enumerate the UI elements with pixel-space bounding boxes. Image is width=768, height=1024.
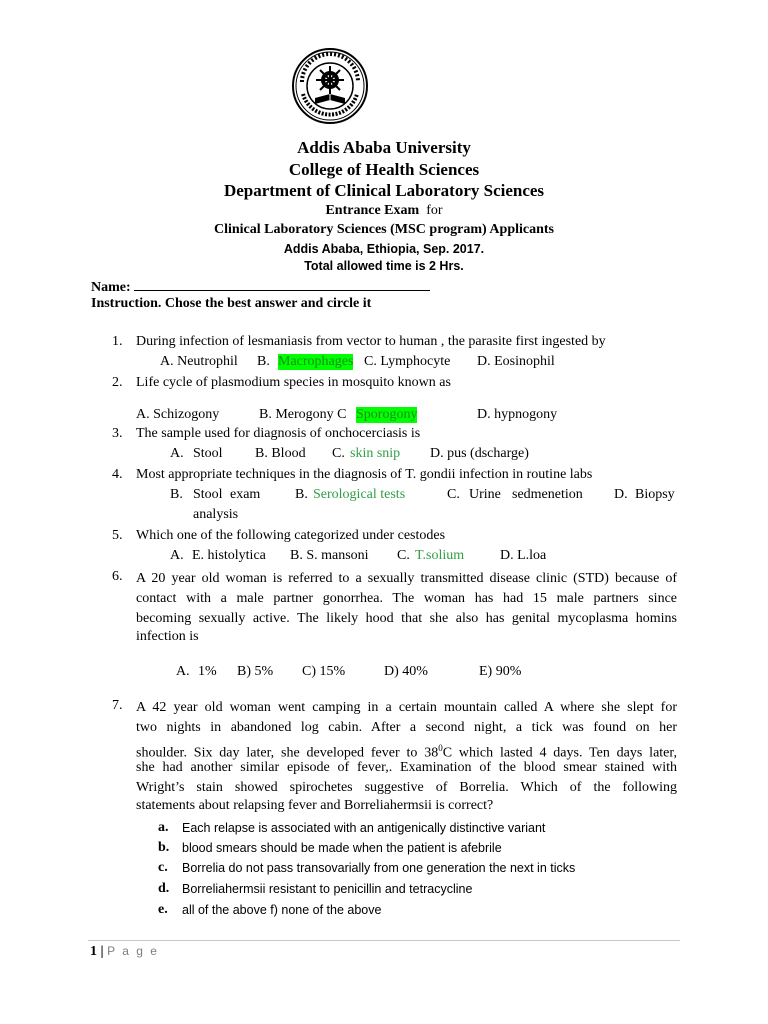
question-text-line: Wright’s stain showed spirochetes suggestive of Borrelia. Which of the following bbox=[136, 780, 677, 795]
option[interactable]: D. Eosinophil bbox=[477, 354, 555, 369]
option[interactable]: D. hypnogony bbox=[477, 407, 558, 422]
exam-title bbox=[0, 203, 768, 219]
option-highlighted-answer[interactable]: Sporogony bbox=[356, 407, 418, 422]
question-text: Life cycle of plasmodium species in mosquito known as bbox=[136, 375, 451, 390]
location-date: Addis Ababa, Ethiopia, Sep. 2017. bbox=[283, 242, 485, 256]
question-text-line: infection is bbox=[136, 629, 199, 644]
sub-option-letter: b. bbox=[158, 840, 170, 855]
option-answer[interactable]: skin snip bbox=[350, 446, 401, 461]
option[interactable]: C. bbox=[397, 548, 410, 563]
option[interactable]: Stool bbox=[193, 446, 223, 461]
sub-option-text: Borrelia do not pass transovarially from one generation the next in ticks bbox=[182, 861, 576, 875]
question-number: 7. bbox=[112, 698, 123, 713]
option[interactable]: 1% bbox=[198, 664, 217, 679]
text-segment: C which lasted 4 days. Ten days later, bbox=[442, 745, 677, 761]
option-continuation: analysis bbox=[193, 507, 239, 522]
sub-option-letter: d. bbox=[158, 881, 170, 896]
option[interactable]: A. bbox=[176, 664, 190, 679]
question-number: 3. bbox=[112, 426, 123, 441]
option[interactable]: A. Schizogony bbox=[136, 407, 220, 422]
option[interactable]: D. L.loa bbox=[500, 548, 547, 563]
question-text: During infection of lesmaniasis from vector to human , the parasite first ingested by bbox=[136, 334, 606, 349]
question-number: 1. bbox=[112, 334, 123, 349]
option[interactable]: A. bbox=[170, 446, 184, 461]
question-text-line: she had another similar episode of fever,. Examination of the blood smear stained with bbox=[136, 760, 677, 775]
option[interactable]: A. Neutrophil bbox=[160, 354, 238, 369]
page-label: P a g e bbox=[107, 944, 159, 958]
question-text-line: A 20 year old woman is referred to a sexually transmitted disease clinic (STD) because of bbox=[136, 571, 677, 586]
sub-option-letter: c. bbox=[158, 860, 168, 875]
superscript: 0 bbox=[438, 743, 443, 753]
option-answer[interactable]: T.solium bbox=[415, 548, 465, 563]
question-text: The sample used for diagnosis of onchocerciasis is bbox=[136, 426, 421, 441]
university-seal-logo bbox=[291, 42, 369, 130]
option[interactable]: Biopsy bbox=[635, 487, 675, 502]
option[interactable]: B. S. mansoni bbox=[290, 548, 369, 563]
sub-option-text: all of the above f) none of the above bbox=[182, 903, 382, 917]
option[interactable]: B. bbox=[295, 487, 308, 502]
option[interactable]: exam bbox=[230, 487, 261, 502]
college-title: College of Health Sciences bbox=[288, 160, 480, 179]
option[interactable]: B. Blood bbox=[255, 446, 306, 461]
question-text-line: contact with a male partner gonorrhea. The woman has had 15 male partners since bbox=[136, 591, 677, 606]
option[interactable]: C) 15% bbox=[302, 664, 346, 679]
sub-option-text: Borreliahermsii resistant to penicillin and tetracycline bbox=[182, 882, 473, 896]
option[interactable]: B. Merogony C bbox=[259, 407, 347, 422]
question-number: 5. bbox=[112, 528, 123, 543]
page-number: 1 bbox=[90, 944, 97, 959]
option[interactable]: B. bbox=[257, 354, 270, 369]
option[interactable]: B) 5% bbox=[237, 664, 274, 679]
entrance-exam-label: Entrance Exam bbox=[325, 203, 420, 218]
question-number: 6. bbox=[112, 569, 123, 584]
department-title: Department of Clinical Laboratory Sciences bbox=[223, 181, 545, 200]
question-text: Which one of the following categorized under cestodes bbox=[136, 528, 446, 543]
name-blank-line[interactable] bbox=[134, 278, 430, 291]
instruction: Instruction. Chose the best answer and circle it bbox=[91, 296, 372, 311]
question-text-line: two nights in abandoned log cabin. After a second night, a tick was found on her bbox=[136, 720, 677, 735]
question-text-line: A 42 year old woman went camping in a certain mountain called A where she slept for bbox=[136, 700, 677, 715]
time-allowed: Total allowed time is 2 Hrs. bbox=[304, 259, 464, 273]
option[interactable]: D. pus (dscharge) bbox=[430, 446, 529, 461]
option[interactable]: C. bbox=[332, 446, 345, 461]
entrance-for-label: for bbox=[426, 203, 443, 218]
option[interactable]: E. histolytica bbox=[192, 548, 266, 563]
name-field[interactable] bbox=[91, 278, 430, 296]
option-answer[interactable]: Serological tests bbox=[313, 487, 406, 502]
university-title: Addis Ababa University bbox=[297, 138, 471, 157]
option[interactable]: A. bbox=[170, 548, 184, 563]
sub-option-text: Each relapse is associated with an antigenically distinctive variant bbox=[182, 821, 546, 835]
sub-option-letter: a. bbox=[158, 820, 169, 835]
footer-divider bbox=[88, 940, 680, 941]
footer-separator: | bbox=[100, 944, 104, 959]
question-number: 2. bbox=[112, 375, 123, 390]
sub-option-letter: e. bbox=[158, 902, 168, 917]
option-highlighted-answer[interactable]: Macrophages bbox=[278, 354, 354, 369]
name-label: Name: bbox=[91, 280, 131, 295]
option[interactable]: Urine bbox=[469, 487, 501, 502]
question-text-line: becoming sexually active. The likely hood that she also has genital mycoplasma homins bbox=[136, 611, 677, 626]
option[interactable]: sedmenetion bbox=[512, 487, 583, 502]
program-title: Clinical Laboratory Sciences (MSC program) Applicants bbox=[213, 222, 554, 237]
page-footer bbox=[90, 944, 159, 960]
question-text: Most appropriate techniques in the diagnosis of T. gondii infection in routine labs bbox=[136, 467, 593, 482]
option[interactable]: Stool bbox=[193, 487, 223, 502]
option[interactable]: C. bbox=[447, 487, 460, 502]
option[interactable]: D. bbox=[614, 487, 628, 502]
option[interactable]: E) 90% bbox=[479, 664, 522, 679]
text-segment: shoulder. Six day later, she developed fever to 38 bbox=[136, 745, 439, 761]
sub-option-text: blood smears should be made when the patient is afebrile bbox=[182, 841, 502, 855]
option[interactable]: D) 40% bbox=[384, 664, 428, 679]
option[interactable]: B. bbox=[170, 487, 183, 502]
option[interactable]: C. Lymphocyte bbox=[364, 354, 451, 369]
question-number: 4. bbox=[112, 467, 123, 482]
question-text-line: statements about relapsing fever and Borreliahermsii is correct? bbox=[136, 798, 494, 813]
